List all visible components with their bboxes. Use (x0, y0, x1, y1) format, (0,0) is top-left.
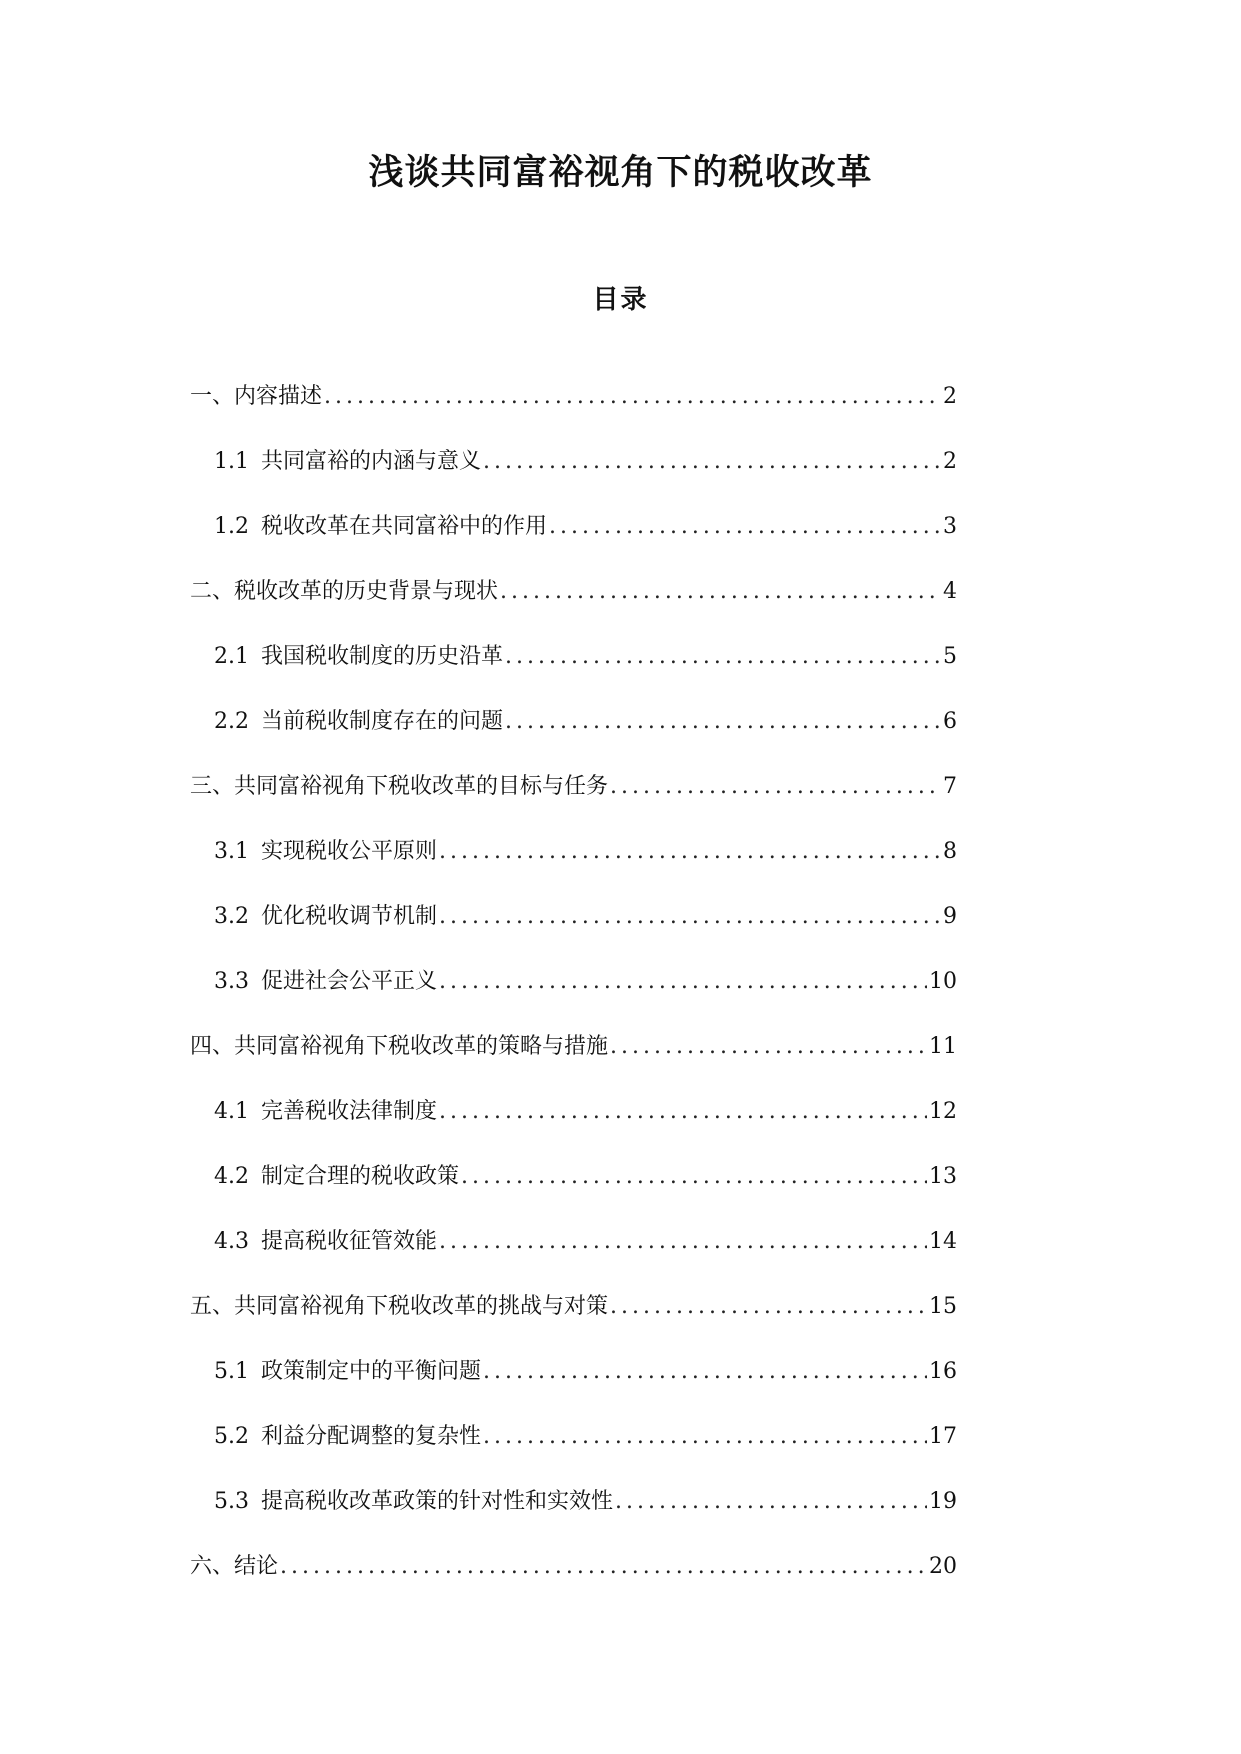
toc-page-number: 3 (943, 514, 957, 539)
toc-subsection-entry[interactable] (190, 512, 957, 577)
toc-page-number: 20 (929, 1554, 957, 1579)
toc-section-entry[interactable] (190, 577, 957, 642)
toc-dot-leader (615, 1487, 927, 1517)
toc-entry-title: 一、内容描述 (190, 384, 323, 409)
toc-entry-title: 提高税收征管效能 (261, 1229, 438, 1254)
toc-subsection-entry[interactable] (190, 1487, 957, 1552)
toc-entry-number: 3.2 (214, 904, 249, 929)
toc-dot-leader (505, 707, 941, 737)
toc-page-number: 10 (929, 969, 957, 994)
toc-entry-number: 4.2 (214, 1164, 249, 1189)
toc-page-number: 5 (943, 644, 957, 669)
toc-entry-title: 三、共同富裕视角下税收改革的目标与任务 (190, 774, 609, 799)
toc-subsection-entry[interactable] (190, 837, 957, 902)
toc-entry-number: 2.2 (214, 709, 249, 734)
toc-subsection-entry[interactable] (190, 642, 957, 707)
toc-entry-title: 二、税收改革的历史背景与现状 (190, 579, 499, 604)
toc-page-number: 15 (929, 1294, 957, 1319)
toc-entry-title: 优化税收调节机制 (261, 904, 438, 929)
toc-entry-number: 3.1 (214, 839, 249, 864)
toc-dot-leader (439, 902, 941, 932)
toc-subsection-entry[interactable] (190, 967, 957, 1032)
toc-dot-leader (461, 1162, 927, 1192)
toc-entry-title: 利益分配调整的复杂性 (261, 1424, 482, 1449)
toc-entry-number: 5.2 (214, 1424, 249, 1449)
toc-subsection-entry[interactable] (190, 1162, 957, 1227)
document-title: 浅谈共同富裕视角下的税收改革 (368, 152, 873, 193)
toc-page-number: 4 (943, 579, 957, 604)
toc-entry-number: 5.3 (214, 1489, 249, 1514)
toc-entry-number: 2.1 (214, 644, 249, 669)
toc-page-number: 16 (929, 1359, 957, 1384)
toc-section-entry[interactable] (190, 772, 957, 837)
toc-page-number: 6 (943, 709, 957, 734)
toc-dot-leader (439, 1097, 927, 1127)
toc-dot-leader (280, 1552, 927, 1582)
toc-entry-title: 我国税收制度的历史沿革 (261, 644, 504, 669)
toc-entry-title: 六、结论 (190, 1554, 279, 1579)
toc-entry-title: 提高税收改革政策的针对性和实效性 (261, 1489, 614, 1514)
toc-entry-number: 4.3 (214, 1229, 249, 1254)
toc-entry-title: 制定合理的税收政策 (261, 1164, 460, 1189)
toc-dot-leader (439, 967, 927, 997)
toc-entry-title: 税收改革在共同富裕中的作用 (261, 514, 548, 539)
toc-dot-leader (324, 382, 941, 412)
toc-page-number: 17 (929, 1424, 957, 1449)
toc-page-number: 12 (929, 1099, 957, 1124)
toc-dot-leader (483, 1422, 927, 1452)
toc-entry-title: 政策制定中的平衡问题 (261, 1359, 482, 1384)
toc-page-number: 9 (943, 904, 957, 929)
toc-entry-number: 5.1 (214, 1359, 249, 1384)
toc-dot-leader (610, 772, 941, 802)
toc-dot-leader (549, 512, 941, 542)
toc-entry-number: 1.1 (214, 449, 249, 474)
toc-subsection-entry[interactable] (190, 447, 957, 512)
toc-entry-number: 3.3 (214, 969, 249, 994)
toc-entry-title: 促进社会公平正义 (261, 969, 438, 994)
toc-entry-number: 1.2 (214, 514, 249, 539)
toc-subsection-entry[interactable] (190, 902, 957, 967)
toc-section-entry[interactable] (190, 1552, 957, 1617)
toc-page-number: 14 (929, 1229, 957, 1254)
toc-entry-title: 共同富裕的内涵与意义 (261, 449, 482, 474)
toc-dot-leader (610, 1032, 927, 1062)
toc-dot-leader (505, 642, 941, 672)
toc-subsection-entry[interactable] (190, 1097, 957, 1162)
toc-page-number: 13 (929, 1164, 957, 1189)
toc-dot-leader (483, 447, 941, 477)
toc-entry-title: 当前税收制度存在的问题 (261, 709, 504, 734)
toc-entry-number: 4.1 (214, 1099, 249, 1124)
toc-dot-leader (500, 577, 941, 607)
toc-subsection-entry[interactable] (190, 1357, 957, 1422)
toc-page-number: 8 (943, 839, 957, 864)
toc-page-number: 11 (929, 1034, 957, 1059)
toc-dot-leader (483, 1357, 927, 1387)
toc-subsection-entry[interactable] (190, 1422, 957, 1487)
toc-heading: 目录 (592, 285, 649, 315)
toc-entry-title: 四、共同富裕视角下税收改革的策略与措施 (190, 1034, 609, 1059)
toc-dot-leader (439, 837, 941, 867)
toc-entry-title: 实现税收公平原则 (261, 839, 438, 864)
table-of-contents (190, 382, 957, 1617)
toc-section-entry[interactable] (190, 1292, 957, 1357)
toc-entry-title: 五、共同富裕视角下税收改革的挑战与对策 (190, 1294, 609, 1319)
toc-section-entry[interactable] (190, 1032, 957, 1097)
toc-section-entry[interactable] (190, 382, 957, 447)
toc-page-number: 19 (929, 1489, 957, 1514)
toc-dot-leader (439, 1227, 927, 1257)
toc-page-number: 7 (943, 774, 957, 799)
toc-page-number: 2 (943, 449, 957, 474)
toc-entry-title: 完善税收法律制度 (261, 1099, 438, 1124)
toc-dot-leader (610, 1292, 927, 1322)
toc-subsection-entry[interactable] (190, 1227, 957, 1292)
toc-subsection-entry[interactable] (190, 707, 957, 772)
toc-page-number: 2 (943, 384, 957, 409)
